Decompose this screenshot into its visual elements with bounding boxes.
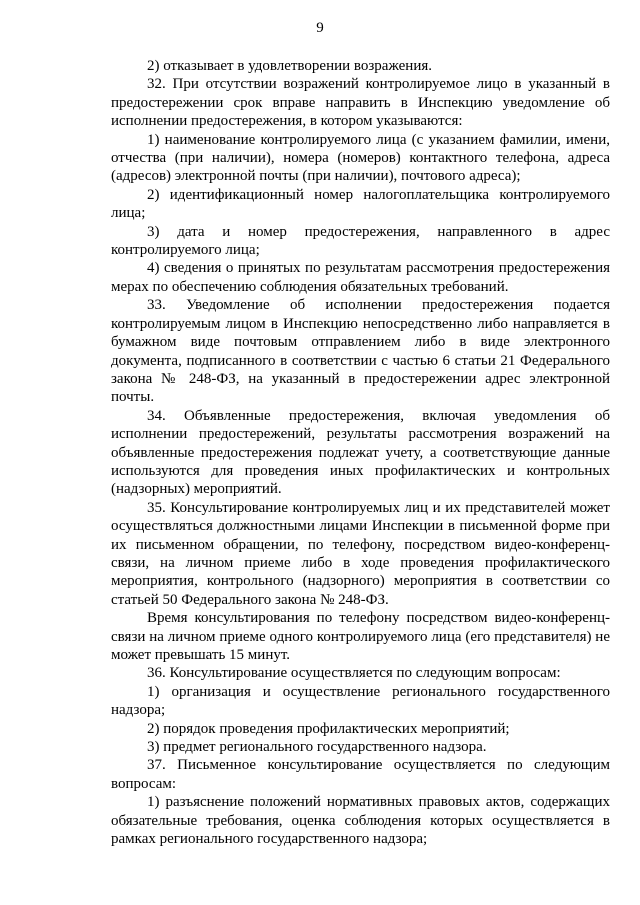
paragraph-32-item-1: 1) наименование контролируемого лица (с указанием фамилии, имени, отчества (при наличии), номера (номеров) контактного телефона, адреса (адресов) электронной почты (при наличии), почтового адреса);: [111, 131, 610, 185]
paragraph-36-item-2: 2) порядок проведения профилактических мероприятий;: [147, 720, 510, 737]
paragraph-36-item-1: 1) организация и осуществление регионального государственного надзора;: [111, 683, 610, 719]
paragraph-34: 34. Объявленные предостережения, включая уведомления об исполнении предостережений, результаты рассмотрения возражений на объявленные предостережения подлежат учету, а соответствующие данные используются для проведения иных профилактических и контрольных (надзорных) мероприятий.: [111, 407, 610, 498]
paragraph-37: 37. Письменное консультирование осуществляется по следующим вопросам:: [111, 757, 610, 792]
paragraph-32: 32. При отсутствии возражений контролируемое лицо в указанный в предостережении срок вправе направить в Инспекцию уведомление об исполнении предостережения, в котором указываются:: [111, 76, 610, 130]
paragraph-32-item-3: 3) дата и номер предостережения, направленного в адрес контролируемого лица;: [111, 223, 610, 259]
paragraph-33: 33. Уведомление об исполнении предостережения подается контролируемым лицом в Инспекцию непосредственно либо направляется в бумажном виде почтовым отправлением либо в виде электронного документа, подписанного в соответствии с частью 6 статьи 21 Федерального закона № 248-ФЗ, на указанный в предостережении адрес электронной почты.: [111, 297, 610, 406]
paragraph-37-item-1: 1) разъяснение положений нормативных правовых актов, содержащих обязательные требования, оценка соблюдения которых осуществляется в рамках регионального государственного надзора;: [111, 794, 610, 848]
paragraph-35-time-limit: Время консультирования по телефону посредством видео-конференц-связи на личном приеме одного контролируемого лица (его представителя) не может превышать 15 минут.: [111, 610, 610, 663]
paragraph-32-item-2: 2) идентификационный номер налогоплательщика контролируемого лица;: [111, 186, 610, 222]
page-number: 9: [316, 20, 324, 36]
paragraph-36: 36. Консультирование осуществляется по следующим вопросам:: [147, 665, 561, 682]
paragraph-32-item-4: 4) сведения о принятых по результатам рассмотрения предостережения мерах по обеспечению соблюдения обязательных требований.: [111, 260, 610, 295]
paragraph-36-item-3: 3) предмет регионального государственного надзора.: [147, 739, 487, 756]
paragraph-35: 35. Консультирование контролируемых лиц и их представителей может осуществляться должностными лицами Инспекции в письменной форме при их письменном обращении, по телефону, посредством видео-конференц-связи, на личном приеме либо в ходе проведения профилактического мероприятия, контрольного (надзорного) мероприятия в соответствии со статьей 50 Федерального закона № 248-ФЗ.: [111, 499, 610, 608]
document-body: [111, 57, 610, 848]
paragraph-2-refusal: 2) отказывает в удовлетворении возражения.: [147, 58, 432, 74]
